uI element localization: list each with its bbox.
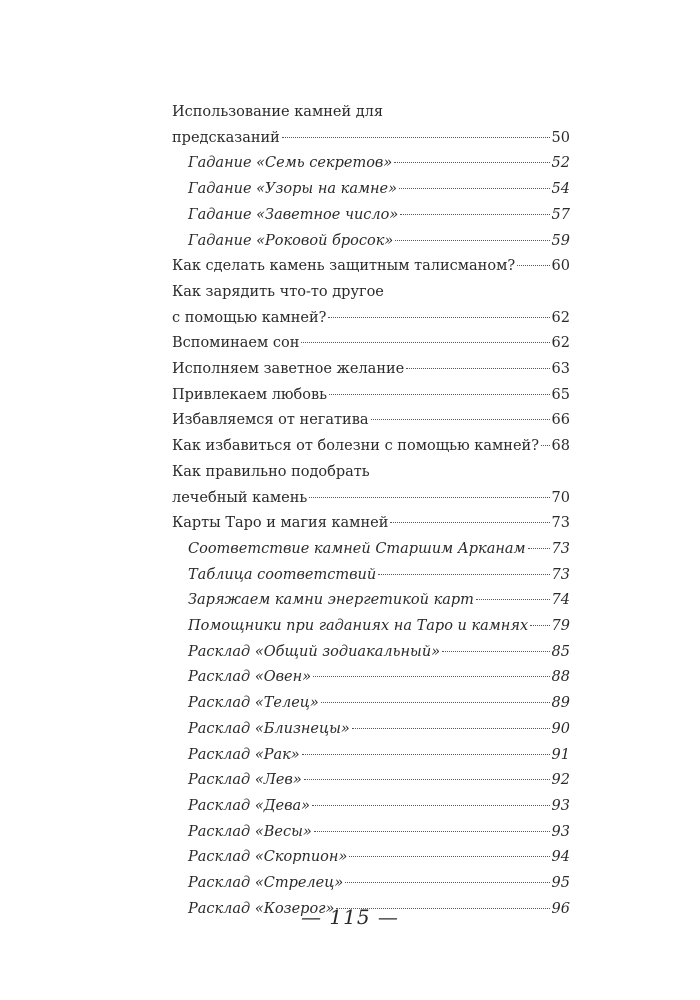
toc-entry-page: 66 <box>551 412 570 429</box>
toc-entry-title: Расклад «Лев» <box>188 772 302 789</box>
dot-leader <box>314 831 550 832</box>
toc-entry-page: 79 <box>551 618 570 635</box>
table-of-contents <box>172 100 570 923</box>
toc-entry-title: Заряжаем камни энергетикой карт <box>188 592 474 609</box>
toc-entry-title: Гадание «Заветное число» <box>188 206 399 223</box>
toc-entry-title: лечебный камень <box>172 489 308 506</box>
toc-entry <box>172 820 570 846</box>
dot-leader <box>349 856 549 857</box>
toc-entry-page: 62 <box>551 309 570 326</box>
toc-entry-page: 92 <box>551 772 570 789</box>
toc-entry-title: Расклад «Телец» <box>188 695 319 712</box>
toc-entry-title: Исполняем заветное желание <box>172 361 405 378</box>
toc-entry <box>172 871 570 897</box>
toc-entry <box>172 151 570 177</box>
toc-entry-page: 60 <box>551 258 570 275</box>
toc-entry-title: Как сделать камень защитным талисманом? <box>172 258 516 275</box>
toc-entry <box>172 743 570 769</box>
toc-entry-title: предсказаний <box>172 129 280 146</box>
toc-entry <box>172 408 570 434</box>
dot-leader <box>476 599 550 600</box>
toc-entry-page: 74 <box>551 592 570 609</box>
toc-entry <box>172 100 570 151</box>
toc-entry-page: 73 <box>551 566 570 583</box>
toc-entry-title: Расклад «Стрелец» <box>188 875 344 892</box>
toc-entry-page: 59 <box>551 232 570 249</box>
toc-entry-title: Гадание «Роковой бросок» <box>188 232 394 249</box>
toc-entry-title: Расклад «Скорпион» <box>188 849 348 866</box>
dot-leader <box>541 445 550 446</box>
dot-leader <box>282 137 550 138</box>
dot-leader <box>406 368 549 369</box>
toc-entry-page: 91 <box>551 746 570 763</box>
toc-entry-page: 88 <box>551 669 570 686</box>
toc-entry-page: 96 <box>551 900 570 917</box>
toc-entry-title: Привлекаем любовь <box>172 386 328 403</box>
toc-entry-title: Расклад «Общий зодиакальный» <box>188 643 441 660</box>
toc-entry <box>172 588 570 614</box>
dot-leader <box>395 240 549 241</box>
toc-entry-title: Расклад «Козерог» <box>188 900 335 917</box>
toc-entry <box>172 203 570 229</box>
dot-leader <box>371 419 550 420</box>
dot-leader <box>309 497 549 498</box>
dot-leader <box>352 728 550 729</box>
toc-entry-page: 70 <box>551 489 570 506</box>
dot-leader <box>378 574 549 575</box>
dot-leader <box>301 342 549 343</box>
toc-entry-page: 52 <box>551 155 570 172</box>
toc-entry-page: 57 <box>551 206 570 223</box>
dot-leader <box>530 625 549 626</box>
dot-leader <box>394 162 549 163</box>
dot-leader <box>329 394 549 395</box>
toc-entry <box>172 331 570 357</box>
toc-entry-title: Помощники при гаданиях на Таро и камнях <box>188 618 529 635</box>
toc-entry-page: 63 <box>551 361 570 378</box>
toc-entry-title: Избавляемся от негатива <box>172 412 369 429</box>
toc-entry-title-line1: Как правильно подобрать <box>172 463 370 480</box>
dot-leader <box>442 651 549 652</box>
toc-entry-title: Гадание «Узоры на камне» <box>188 181 397 198</box>
dot-leader <box>345 882 549 883</box>
dot-leader <box>321 702 550 703</box>
toc-entry-page: 95 <box>551 875 570 892</box>
toc-entry-page: 94 <box>551 849 570 866</box>
toc-entry-title: Соответствие камней Старшим Арканам <box>188 540 526 557</box>
toc-entry <box>172 383 570 409</box>
toc-entry-page: 93 <box>551 797 570 814</box>
toc-entry-page: 93 <box>551 823 570 840</box>
toc-entry <box>172 537 570 563</box>
toc-entry-title: Таблица соответствий <box>188 566 377 583</box>
dot-leader <box>304 779 550 780</box>
toc-entry-page: 73 <box>551 515 570 532</box>
toc-entry-page: 65 <box>551 386 570 403</box>
toc-entry <box>172 563 570 589</box>
toc-entry <box>172 640 570 666</box>
toc-entry-title: Расклад «Овен» <box>188 669 312 686</box>
toc-entry <box>172 691 570 717</box>
toc-entry-page: 85 <box>551 643 570 660</box>
toc-entry-title: Как избавиться от болезни с помощью камней? <box>172 438 539 455</box>
toc-entry-page: 62 <box>551 335 570 352</box>
page-number: — 115 — <box>301 905 399 929</box>
toc-entry <box>172 434 570 460</box>
toc-entry-page: 90 <box>551 720 570 737</box>
toc-entry-title: Расклад «Дева» <box>188 797 311 814</box>
toc-entry-title: Расклад «Близнецы» <box>188 720 350 737</box>
dot-leader <box>517 265 549 266</box>
toc-entry-page: 89 <box>551 695 570 712</box>
toc-entry <box>172 717 570 743</box>
toc-entry-title: Гадание «Семь секретов» <box>188 155 393 172</box>
dot-leader <box>328 317 549 318</box>
dot-leader <box>399 188 550 189</box>
toc-entry-title-line1: Использование камней для <box>172 104 384 120</box>
toc-entry-title: Вспоминаем сон <box>172 335 300 352</box>
toc-entry-page: 68 <box>551 438 570 455</box>
dot-leader <box>528 548 550 549</box>
toc-entry-page: 50 <box>551 129 570 146</box>
toc-entry <box>172 845 570 871</box>
toc-entry <box>172 177 570 203</box>
toc-entry <box>172 511 570 537</box>
dot-leader <box>400 214 549 215</box>
toc-entry-page: 73 <box>551 540 570 557</box>
toc-entry <box>172 254 570 280</box>
toc-entry-title-line1: Как зарядить что-то другое <box>172 283 384 300</box>
toc-entry-page: 54 <box>551 181 570 198</box>
toc-entry <box>172 460 570 511</box>
toc-entry-title: Карты Таро и магия камней <box>172 515 389 532</box>
toc-entry <box>172 768 570 794</box>
toc-entry <box>172 614 570 640</box>
toc-entry <box>172 794 570 820</box>
dot-leader <box>390 522 549 523</box>
dot-leader <box>312 805 549 806</box>
toc-entry <box>172 229 570 255</box>
toc-entry-title: с помощью камней? <box>172 309 327 326</box>
toc-entry <box>172 357 570 383</box>
toc-entry-title: Расклад «Рак» <box>188 746 300 763</box>
toc-entry <box>172 280 570 331</box>
toc-entry-title: Расклад «Весы» <box>188 823 312 840</box>
dot-leader <box>313 676 549 677</box>
dot-leader <box>302 754 550 755</box>
toc-entry <box>172 665 570 691</box>
